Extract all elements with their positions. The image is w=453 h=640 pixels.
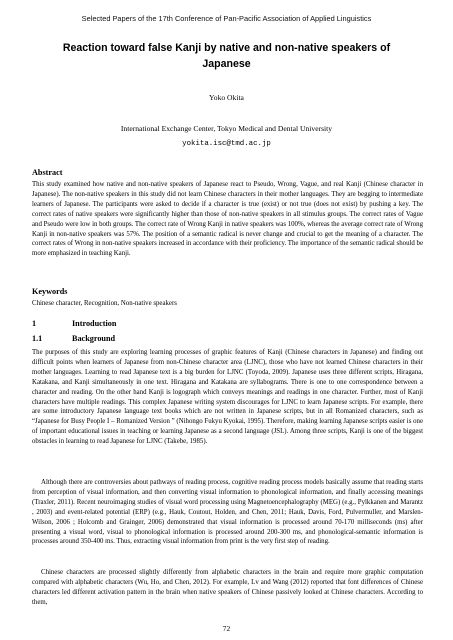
author-affiliation: International Exchange Center, Tokyo Medical and Dental University <box>120 124 333 133</box>
author-email: yokita.isc@tmd.ac.jp <box>182 140 271 148</box>
section-title: Introduction <box>72 319 117 328</box>
keywords-heading: Keywords <box>32 287 68 296</box>
running-head: Selected Papers of the 17th Conference of Pan-Pacific Association of Applied Linguistics <box>81 14 372 23</box>
section-heading-introduction <box>32 319 116 328</box>
subsection-title: Background <box>72 334 116 343</box>
page-number: 72 <box>222 624 231 633</box>
keywords-text: Chinese character, Recognition, Non-native speakers <box>32 300 177 307</box>
subsection-heading-background <box>32 334 115 343</box>
abstract-text: This study examined how native and non-native speakers of Japanese react to Pseudo, Wrong, Vague, and real Kanji (Chinese character in Japanese). The non-native speakers in this study did not learn Chinese characters in their mother languages. They are begging to intermediate learners of Japanese. The participants were asked to decide if a character is true (exist) or not true (does not exist) by pushing a key. The correct rates of native speakers were significantly higher than those of non-native speakers in all stimulus groups. The correct rates of Vague and Pseudo were low in both groups. The correct rate of Wrong Kanji in native speakers was 100%, whereas the average correct rate of Wrong Kanji in non-native speakers was 57%. The position of a semantic radical is never change and crucial to get the meaning of a character. The correct rates of Wrong in non-native speakers increased in accordance with their proficiency. The importance of the semantic radical should be more emphasized in teaching Kanji. <box>32 181 423 258</box>
author-name: Yoko Okita <box>209 93 244 102</box>
abstract-heading: Abstract <box>32 168 63 177</box>
body-paragraph-2: Although there are controversies about pathways of reading process, cognitive reading process models basically assume that reading starts from perception of visual information, and then converting visual information to phonological information, and finally accessing meanings (Traxler, 2011). Recent neuroimaging studies of visual word processing using Magnetoencephalography (MEG) (e.g., Pylkkanen and Marantz , 2003) and event-related potential (ERP) (e.g., Hauk, Coutout, Holden, and Chen, 2011; Hauk, Davis, Ford, Pulvermuller, and Marslen-Wilson, 2006 ; Holcomb and Grainger, 2006) demonstrated that visual information is processed around 70-170 milliseconds (ms) after presenting a visual word, visual to phonological information is processed around 200-300 ms, and phonological-semantic information is processes around 350-400 ms. Thus, extracting visual information from print is the very first step of reading. <box>32 479 423 546</box>
subsection-number: 1.1 <box>32 334 43 343</box>
body-paragraph-3: Chinese characters are processed slightly differently from alphabetic characters in the brain and require more graphic computation compared with alphabetic characters (Wu, Ho, and Chen, 2012). For example, Lv and Wang (2012) reported that font differences of Chinese characters led different activation pattern in the brain when native speakers of Chinese passively looked at Chinese characters. According to them, <box>32 569 423 606</box>
paper-title: Reaction toward false Kanji by native and non-native speakers of Japanese <box>62 42 391 70</box>
section-number: 1 <box>32 319 37 328</box>
body-paragraph-1: The purposes of this study are exploring learning processes of graphic features of Kanji (Chinese characters in Japanese) and finding out difficult points when learners of Japanese from non-Chinese character area (LJNC), those who have not learned Chinese characters in their mother languages. Learning to read Japanese text is a big burden for LJNC (Toyoda, 2009). Japanese uses three different scripts, Hiragana, Katakana, and Kanji simultaneously in one text. Hiragana and Katakana are syllabograms. There is one to one correspondence between a character and reading. On the other hand Kanji is logograph which conveys meanings and readings in one character. Further, most of Kanji characters have multiple readings. This complex Japanese writing system discourages for LJNC to learn Japanese scripts. For example, there are some introductory Japanese language text books which are not written in Japanese scripts, but in all Romanized characters, such as “Japanese for Busy People I – Romanized Version ” (Nihongo Fukyu Kyokai, 1995). Therefore, making learning Japanese scripts easier is one of important educational issues in teaching or learning Japanese as a second language (JSL). Among three scripts, Kanji is one of the biggest obstacles in learning to read Japanese for LJNC (Takebe, 1985). <box>32 349 423 446</box>
